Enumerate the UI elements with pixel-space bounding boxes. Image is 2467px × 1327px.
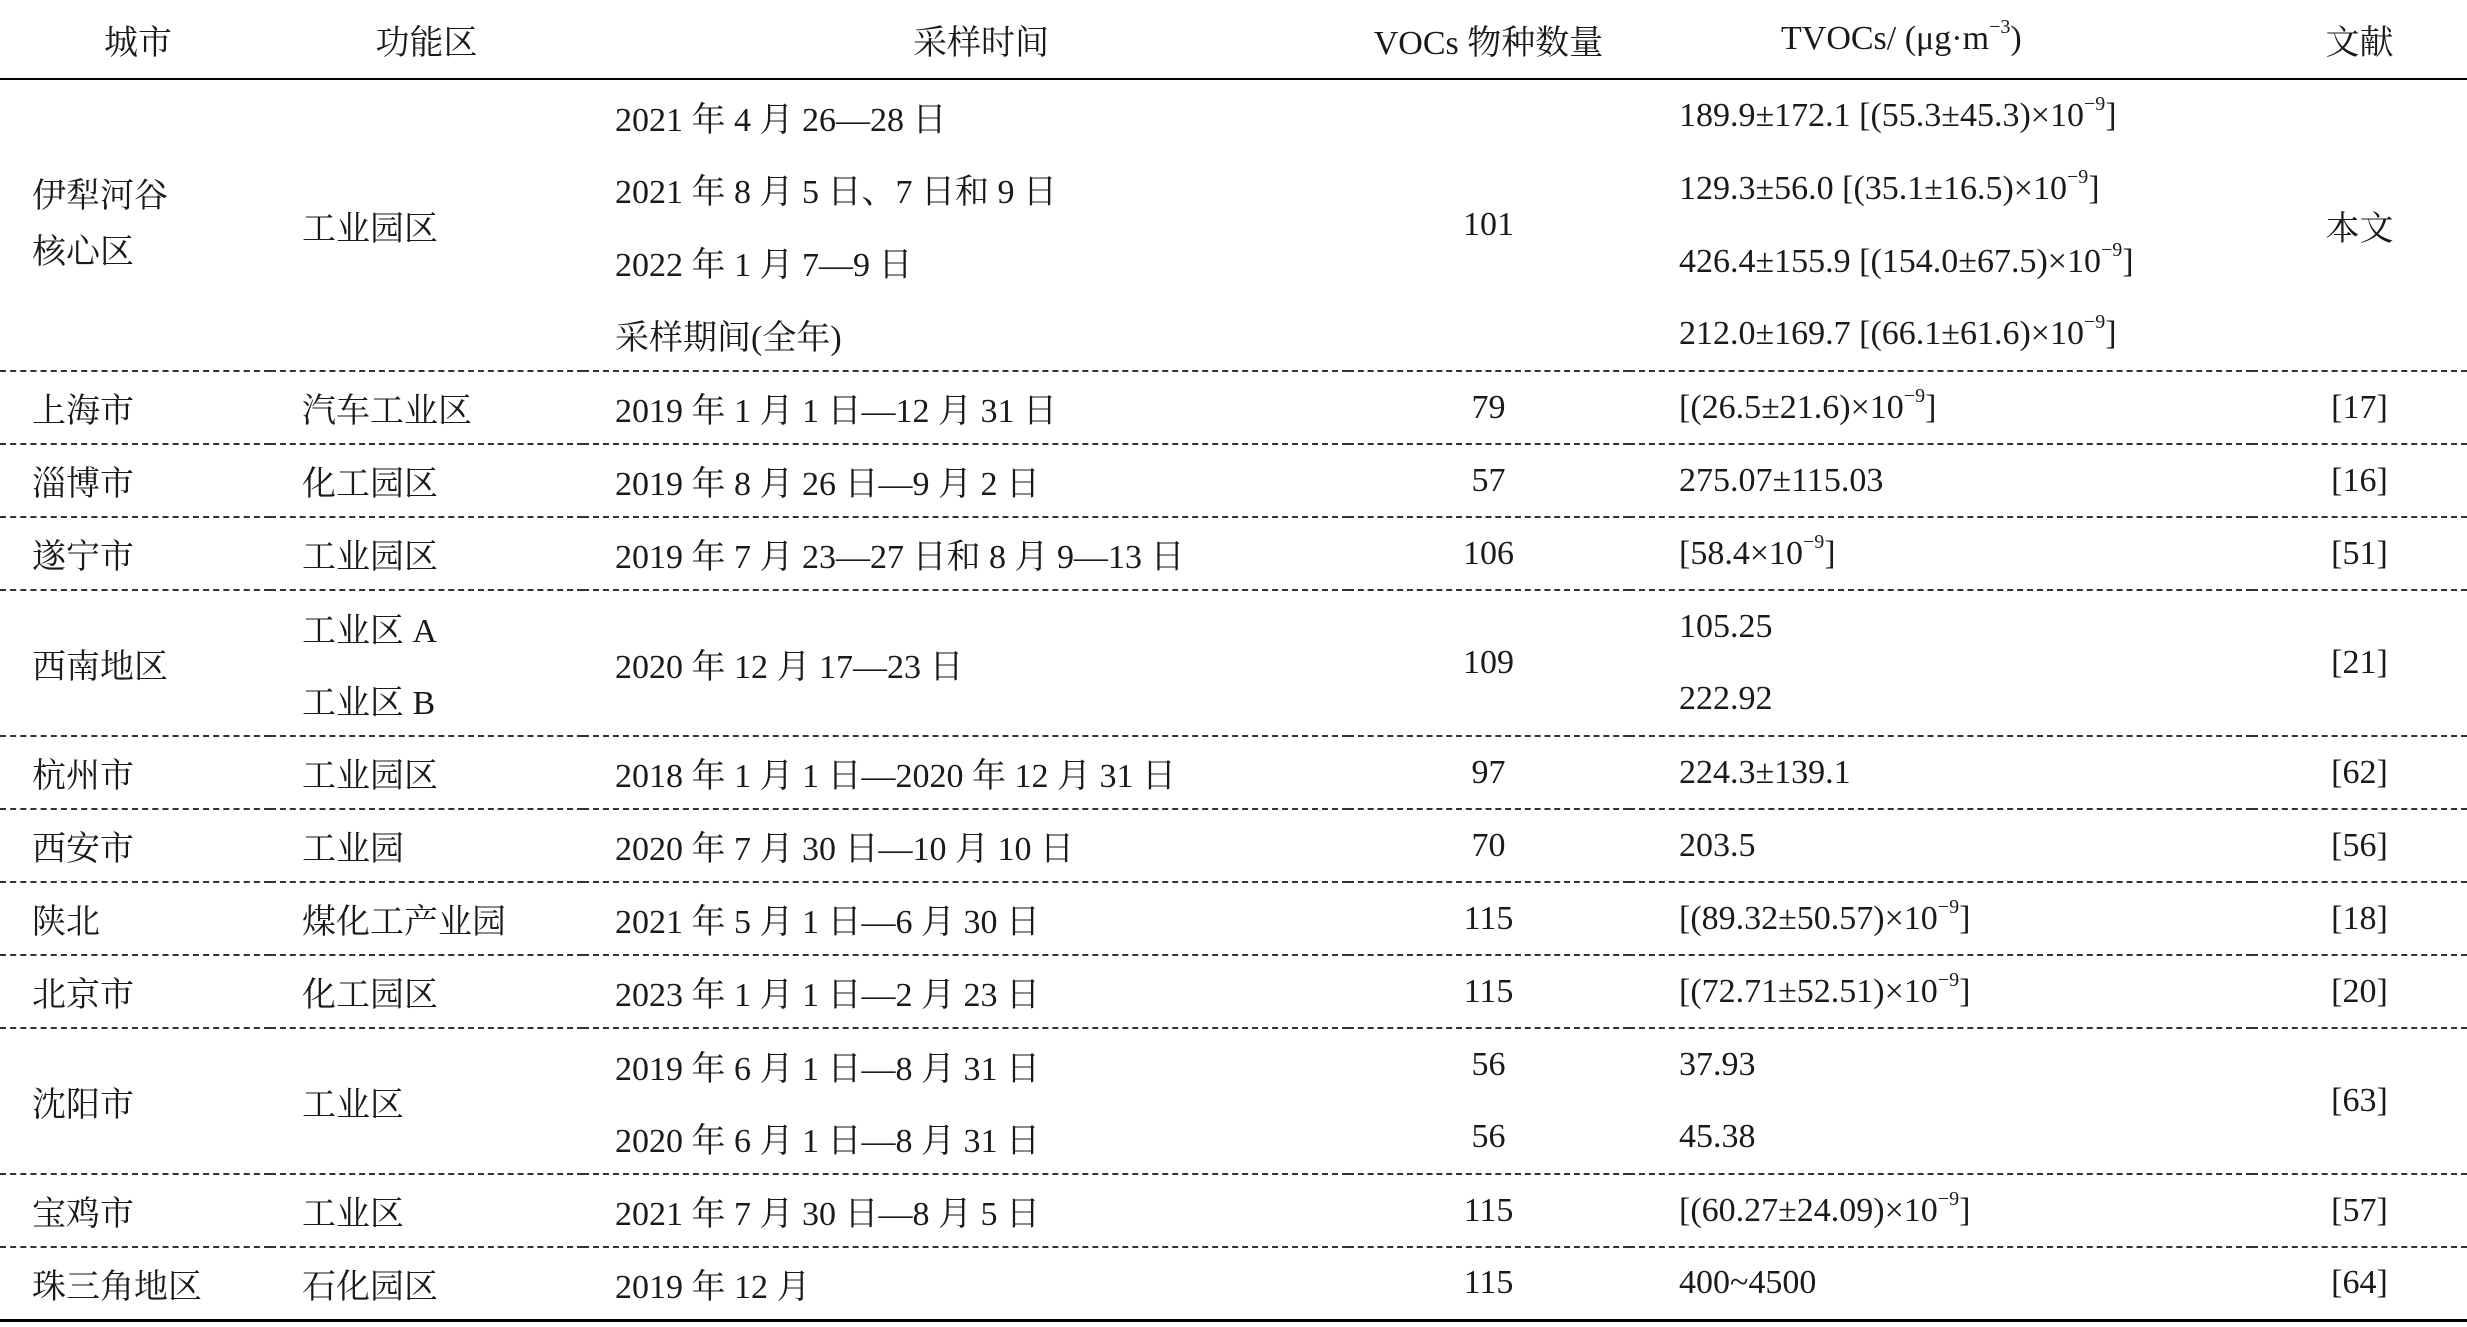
cell-city: 西安市 xyxy=(0,809,270,882)
cell-tvocs xyxy=(1629,517,2252,590)
cell-species: 57 xyxy=(1348,444,1629,517)
tvocs-close: ] xyxy=(2122,242,2134,280)
table-row xyxy=(0,882,2467,955)
cell-ref: 本文 xyxy=(2252,79,2467,371)
cell-tvocs: 105.25 xyxy=(1629,590,2252,663)
cell-zone: 工业区 B xyxy=(302,684,436,722)
table-row xyxy=(0,517,2467,590)
tvocs-value: [(89.32±50.57)×10 xyxy=(1679,899,1938,937)
cell-time: 2021 年 8 月 5 日、7 日和 9 日 xyxy=(615,174,1057,211)
cell-city: 遂宁市 xyxy=(0,517,270,590)
header-tvocs-exponent: −3 xyxy=(1989,16,2011,38)
cell-tvocs xyxy=(1629,1174,2252,1247)
cell-ref: [57] xyxy=(2252,1174,2467,1247)
cell-zone: 工业园 xyxy=(270,809,583,882)
cell-city: 珠三角地区 xyxy=(0,1247,270,1320)
table-row xyxy=(0,736,2467,809)
tvocs-close: ] xyxy=(2105,97,2117,134)
header-species: VOCs 物种数量 xyxy=(1348,0,1629,79)
cell-zone: 工业区 xyxy=(270,1028,583,1174)
cell-tvocs: 45.38 xyxy=(1679,1118,1756,1155)
tvocs-close: ] xyxy=(2088,169,2100,207)
cell-species: 79 xyxy=(1348,371,1629,444)
cell-time: 2019 年 6 月 1 日—8 月 31 日 xyxy=(583,1028,1348,1101)
cell-city xyxy=(0,79,270,371)
cell-zone: 工业园区 xyxy=(270,517,583,590)
cell-zone: 工业园区 xyxy=(270,736,583,809)
cell-time: 2021 年 4 月 26—28 日 xyxy=(583,79,1348,152)
tvocs-exponent: −9 xyxy=(2066,165,2089,188)
cell-species: 70 xyxy=(1348,809,1629,882)
cell-zone: 煤化工产业园 xyxy=(270,882,583,955)
tvocs-value: [58.4×10 xyxy=(1679,534,1803,572)
table-row xyxy=(0,371,2467,444)
tvocs-exponent: −9 xyxy=(1903,384,1926,407)
cell-tvocs xyxy=(1629,225,2252,298)
cell-ref: [17] xyxy=(2252,371,2467,444)
cell-zone: 工业区 A xyxy=(270,590,583,663)
header-zone: 功能区 xyxy=(270,0,583,79)
cell-tvocs: 222.92 xyxy=(1679,680,1773,717)
tvocs-exponent: −9 xyxy=(2083,311,2106,333)
cell-tvocs: 400~4500 xyxy=(1629,1247,2252,1320)
cell-tvocs xyxy=(1629,882,2252,955)
cell-tvocs xyxy=(1629,955,2252,1028)
tvocs-exponent: −9 xyxy=(2083,93,2106,115)
cell-ref: [21] xyxy=(2252,590,2467,736)
tvocs-close: ] xyxy=(1959,1191,1971,1229)
cell-species: 56 xyxy=(1348,1028,1629,1101)
city-line: 伊犁河谷 xyxy=(32,178,168,215)
header-tvocs-label: TVOCs/ (μg·m xyxy=(1781,20,1990,57)
header-row xyxy=(0,0,2467,79)
cell-time: 2022 年 1 月 7—9 日 xyxy=(615,247,913,284)
city-line: 核心区 xyxy=(32,234,134,271)
header-ref: 文献 xyxy=(2252,0,2467,79)
cell-time: 采样期间(全年) xyxy=(615,319,842,357)
table-row xyxy=(0,79,2467,152)
tvocs-value: [(26.5±21.6)×10 xyxy=(1679,388,1904,426)
cell-zone: 石化园区 xyxy=(270,1247,583,1320)
cell-species: 115 xyxy=(1348,1247,1629,1320)
table-row xyxy=(0,1247,2467,1320)
cell-species: 115 xyxy=(1348,1174,1629,1247)
cell-species: 109 xyxy=(1348,590,1629,736)
table-row xyxy=(0,1174,2467,1247)
cell-city: 上海市 xyxy=(0,371,270,444)
header-time: 采样时间 xyxy=(583,0,1348,79)
cell-ref: [16] xyxy=(2252,444,2467,517)
header-tvocs-close: ) xyxy=(2010,20,2022,57)
tvocs-value: [(60.27±24.09)×10 xyxy=(1679,1191,1938,1229)
cell-tvocs xyxy=(1629,371,2252,444)
cell-city: 陕北 xyxy=(0,882,270,955)
cell-species: 101 xyxy=(1348,79,1629,371)
cell-time: 2019 年 7 月 23—27 日和 8 月 9—13 日 xyxy=(583,517,1348,590)
tvocs-value: 426.4±155.9 [(154.0±67.5)×10 xyxy=(1679,242,2101,280)
cell-time: 2018 年 1 月 1 日—2020 年 12 月 31 日 xyxy=(583,736,1348,809)
cell-ref: [64] xyxy=(2252,1247,2467,1320)
tvocs-exponent: −9 xyxy=(2100,238,2123,261)
cell-zone: 工业区 xyxy=(270,1174,583,1247)
cell-tvocs: 203.5 xyxy=(1629,809,2252,882)
cell-tvocs xyxy=(1629,79,2252,152)
cell-tvocs xyxy=(1629,298,2252,371)
cell-city: 杭州市 xyxy=(0,736,270,809)
cell-city: 沈阳市 xyxy=(0,1028,270,1174)
cell-city: 淄博市 xyxy=(0,444,270,517)
tvocs-value: 212.0±169.7 [(66.1±61.6)×10 xyxy=(1679,315,2084,352)
table-row xyxy=(0,955,2467,1028)
cell-species: 115 xyxy=(1348,955,1629,1028)
cell-zone: 工业园区 xyxy=(270,79,583,371)
cell-time: 2019 年 12 月 xyxy=(583,1247,1348,1320)
cell-species: 106 xyxy=(1348,517,1629,590)
tvocs-close: ] xyxy=(2105,315,2117,352)
table-row xyxy=(0,809,2467,882)
table-row xyxy=(0,444,2467,517)
cell-time: 2023 年 1 月 1 日—2 月 23 日 xyxy=(583,955,1348,1028)
tvocs-close: ] xyxy=(1959,899,1971,937)
tvocs-close: ] xyxy=(1925,388,1937,426)
cell-time: 2019 年 8 月 26 日—9 月 2 日 xyxy=(583,444,1348,517)
cell-ref: [51] xyxy=(2252,517,2467,590)
cell-time: 2021 年 7 月 30 日—8 月 5 日 xyxy=(583,1174,1348,1247)
cell-species: 115 xyxy=(1348,882,1629,955)
tvocs-value: 129.3±56.0 [(35.1±16.5)×10 xyxy=(1679,169,2067,207)
cell-city: 西南地区 xyxy=(0,590,270,736)
cell-time: 2019 年 1 月 1 日—12 月 31 日 xyxy=(583,371,1348,444)
tvocs-close: ] xyxy=(1959,972,1971,1010)
cell-species: 97 xyxy=(1348,736,1629,809)
tvocs-exponent: −9 xyxy=(1937,1187,1960,1210)
cell-ref: [56] xyxy=(2252,809,2467,882)
cell-ref: [63] xyxy=(2252,1028,2467,1174)
tvocs-exponent: −9 xyxy=(1937,895,1960,918)
cell-tvocs: 224.3±139.1 xyxy=(1629,736,2252,809)
cell-zone: 化工园区 xyxy=(270,955,583,1028)
tvocs-value: 189.9±172.1 [(55.3±45.3)×10 xyxy=(1679,97,2084,134)
header-city: 城市 xyxy=(0,0,270,79)
cell-tvocs xyxy=(1629,152,2252,225)
tvocs-close: ] xyxy=(1824,534,1836,572)
cell-city: 北京市 xyxy=(0,955,270,1028)
cell-ref: [18] xyxy=(2252,882,2467,955)
cell-city: 宝鸡市 xyxy=(0,1174,270,1247)
cell-zone: 化工园区 xyxy=(270,444,583,517)
cell-tvocs: 275.07±115.03 xyxy=(1629,444,2252,517)
tvocs-exponent: −9 xyxy=(1937,968,1960,991)
table-row xyxy=(0,1028,2467,1101)
cell-tvocs: 37.93 xyxy=(1629,1028,2252,1101)
cell-time: 2020 年 6 月 1 日—8 月 31 日 xyxy=(615,1122,1040,1160)
cell-species: 56 xyxy=(1471,1118,1506,1155)
tvocs-value: [(72.71±52.51)×10 xyxy=(1679,972,1938,1010)
cell-time: 2020 年 7 月 30 日—10 月 10 日 xyxy=(583,809,1348,882)
cell-ref: [20] xyxy=(2252,955,2467,1028)
tvocs-exponent: −9 xyxy=(1803,530,1825,553)
cell-zone: 汽车工业区 xyxy=(270,371,583,444)
header-tvocs xyxy=(1629,0,2252,79)
table-row xyxy=(0,590,2467,663)
cell-time: 2021 年 5 月 1 日—6 月 30 日 xyxy=(583,882,1348,955)
cell-ref: [62] xyxy=(2252,736,2467,809)
cell-time: 2020 年 12 月 17—23 日 xyxy=(583,590,1348,736)
